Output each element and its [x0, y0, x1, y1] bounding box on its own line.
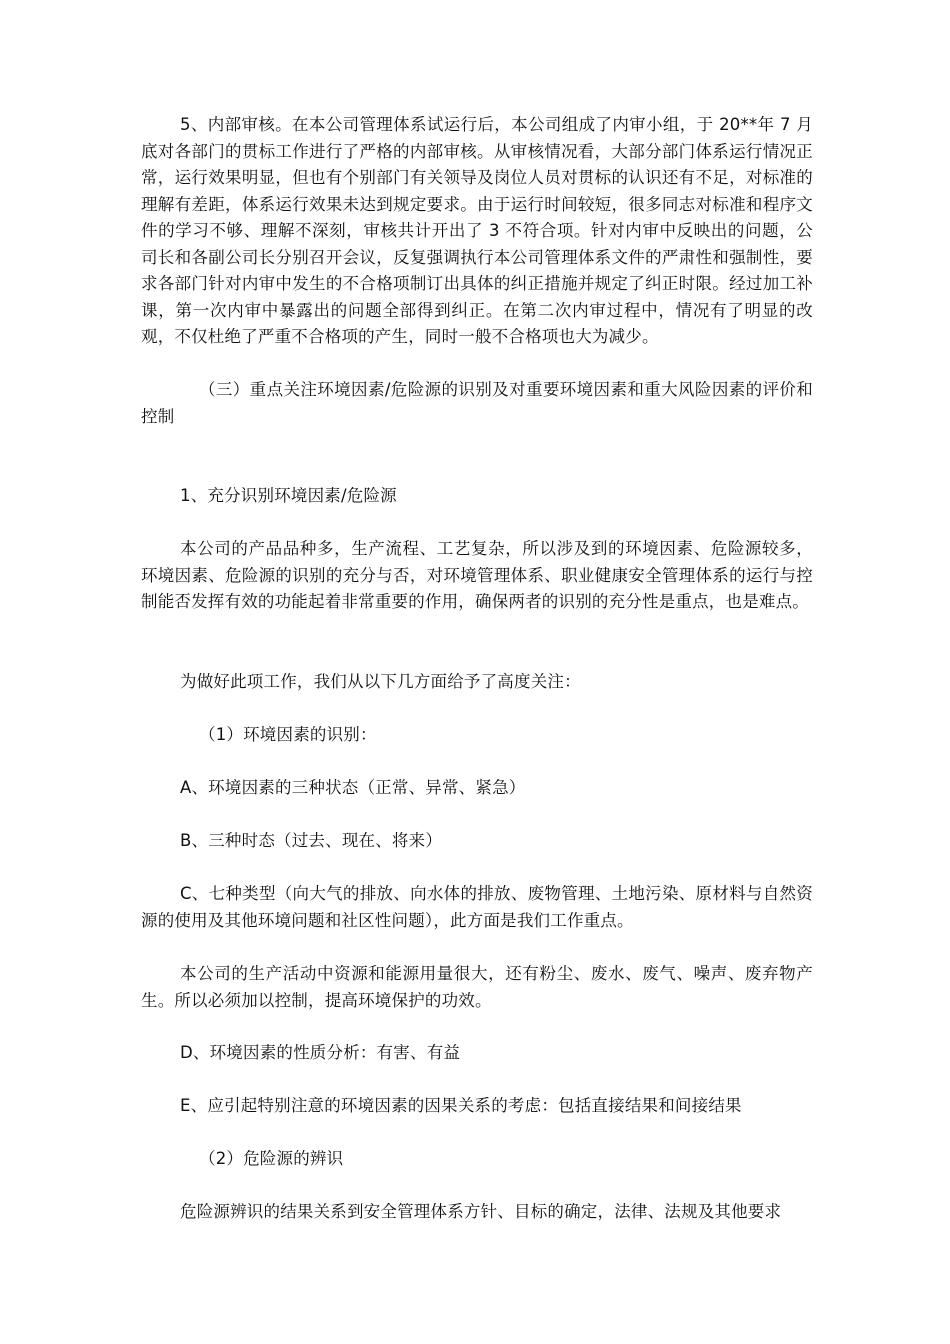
paragraph-products: 本公司的产品品种多，生产流程、工艺复杂，所以涉及到的环境因素、危险源较多，环境因素、危险源的识别的充分与否，对环境管理体系、职业健康安全管理体系的运行与控制能否发挥有效的功能起着非常重要的作用，确保两者的识别的充分性是重点，也是难点。 [141, 539, 813, 611]
section-heading-3: （三）重点关注环境因素/危险源的识别及对重要环境因素和重大风险因素的评价和控制 [141, 380, 813, 426]
list-item-e: E、应引起特别注意的环境因素的因果关系的考虑：包括直接结果和间接结果 [180, 1096, 742, 1115]
list-item-b: B、三种时态（过去、现在、将来） [180, 831, 443, 850]
subheading-identify: 1、充分识别环境因素/危险源 [180, 486, 397, 505]
paragraph-internal-audit: 5、内部审核。在本公司管理体系试运行后，本公司组成了内审小组，于 20**年 7 月底对各部门的贯标工作进行了严格的内部审核。从审核情况看，大部分部门体系运行情况正常，运行效果明显，但也有个别部门有关领导及岗位人员对贯标的认识还有不足，对标准的理解有差距，体系运行效果未达到规定要求。由于运行时间较短，很多同志对标准和程序文件的学习不够、理解不深刻，审核共计开出了 3 不符合项。针对内审中反映出的问题，公司长和各副公司长分别召开会议，反复强调执行本公司管理体系文件的严肃性和强制性，要求各部门针对内审中发生的不合格项制订出具体的纠正措施并规定了纠正时限。经过加工补课，第一次内审中暴露出的问题全部得到纠正。在第二次内审过程中，情况有了明显的改观，不仅杜绝了严重不合格项的产生，同时一般不合格项也大为减少。 [141, 115, 813, 346]
paragraph-hazard-identification: 危险源辨识的结果关系到安全管理体系方针、目标的确定，法律、法规及其他要求 [180, 1202, 782, 1221]
paragraph-resources: 本公司的生产活动中资源和能源用量很大，还有粉尘、废水、废气、噪声、废弃物产生。所以必须加以控制，提高环境保护的功效。 [141, 964, 813, 1010]
subheading-env-factors: （1）环境因素的识别： [199, 725, 377, 744]
list-item-a: A、环境因素的三种状态（正常、异常、紧急） [180, 778, 526, 797]
paragraph-focus: 为做好此项工作，我们从以下几方面给予了高度关注： [180, 672, 581, 691]
subheading-hazard: （2）危险源的辨识 [199, 1149, 344, 1168]
list-item-c: C、七种类型（向大气的排放、向水体的排放、废物管理、土地污染、原材料与自然资源的使用及其他环境问题和社区性问题），此方面是我们工作重点。 [141, 884, 813, 930]
list-item-d: D、环境因素的性质分析：有害、有益 [180, 1043, 461, 1062]
